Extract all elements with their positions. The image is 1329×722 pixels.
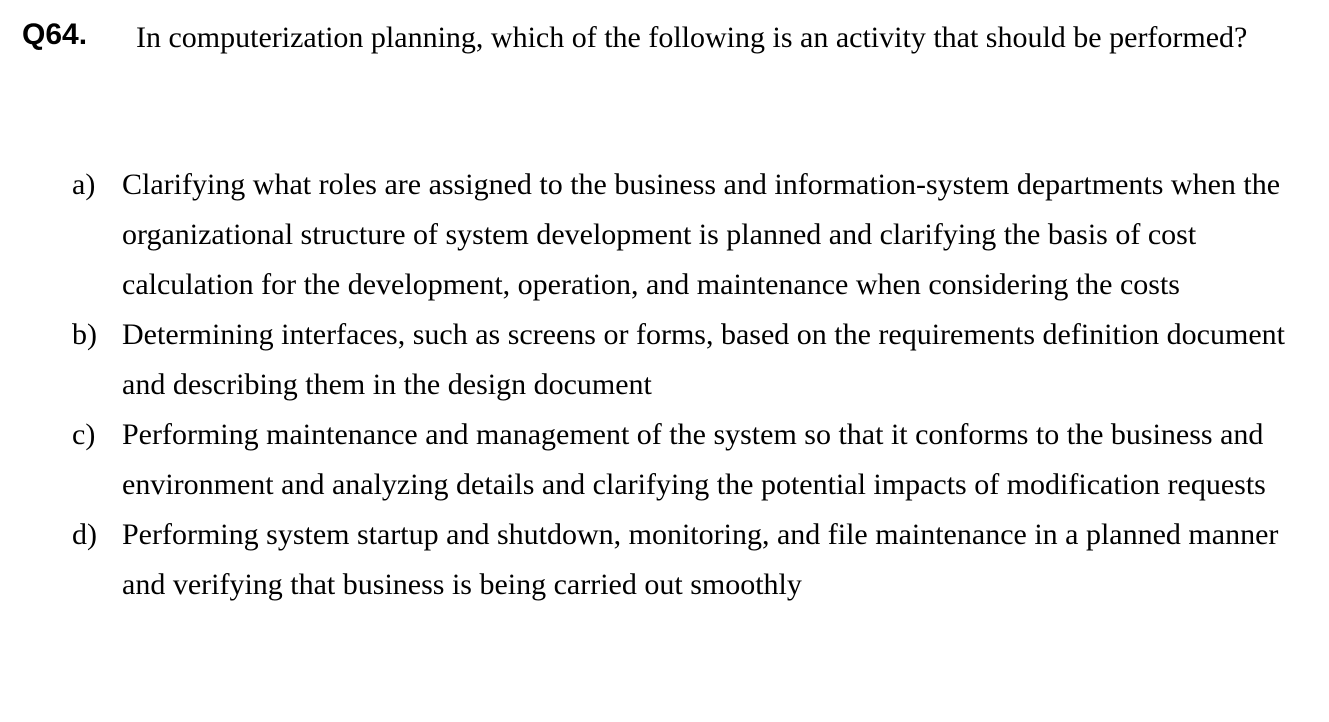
- option-text: Performing system startup and shutdown, monitoring, and file maintenance in a planned manner and verifying that business is being carried out smoothly: [122, 518, 1279, 601]
- question-text: In computerization planning, which of the following is an activity that should be performed?: [136, 21, 1248, 54]
- option-letter: d): [72, 518, 97, 551]
- option-d: [72, 510, 1312, 610]
- option-text: Determining interfaces, such as screens or forms, based on the requirements definition document and describing them in the design document: [122, 318, 1285, 401]
- option-b: [72, 310, 1312, 410]
- option-a: [72, 160, 1312, 310]
- answer-options: [72, 160, 1312, 610]
- question-number: Q64.: [22, 18, 88, 51]
- option-c: [72, 410, 1312, 510]
- option-text: Clarifying what roles are assigned to the business and information-system departments when the organizational structure of system development is planned and clarifying the basis of cost calculation for the development, operation, and maintenance when considering the costs: [122, 168, 1281, 301]
- option-letter: b): [72, 318, 97, 351]
- option-letter: c): [72, 418, 96, 451]
- option-letter: a): [72, 168, 96, 201]
- option-text: Performing maintenance and management of the system so that it conforms to the business and environment and analyzing details and clarifying the potential impacts of modification requests: [122, 418, 1266, 501]
